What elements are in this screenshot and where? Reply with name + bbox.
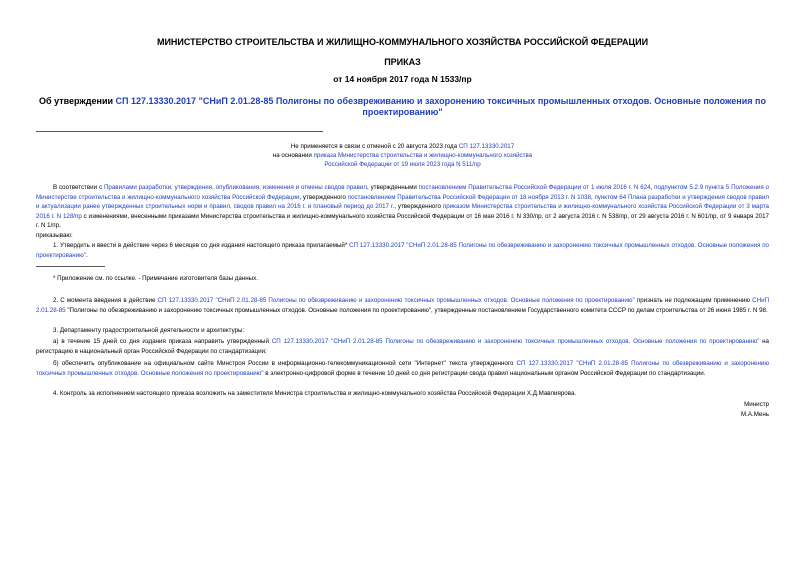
snip-link[interactable]: СНиП 2.01.28-85 xyxy=(36,297,770,314)
notice-line-1-text: Не применяется в связи с отменой с 20 августа 2023 года xyxy=(290,143,459,150)
notice-line-3 xyxy=(220,160,585,169)
regulation-link[interactable]: подпунктом 5.2.9 пункта 5 Положения о Министерстве строительства и жилищно-коммунального хозяйства Российской Федерации xyxy=(36,184,769,201)
sp-link-item-1[interactable]: СП 127.13330.2017 "СНиП 2.01.28-85 Полигоны по обезвреживанию и захоронению токсичных промышленных отходов. Основные положения по проектированию" xyxy=(36,242,769,259)
header-divider xyxy=(36,131,323,132)
text-span: б) обеспечить опубликование на официальном сайте Минстроя России в информационно-телекоммуникационной сети "Интернет" текста утвержденного xyxy=(53,360,517,367)
sp-link-item-3b[interactable]: СП 127.13330.2017 "СНиП 2.01.28-85 Полигоны по обезвреживанию и захоронению токсичных промышленных отходов. Основные положения по проектированию" xyxy=(36,360,769,377)
text-span: признать не подлежащим применению xyxy=(634,297,753,304)
paragraph-item-3b xyxy=(36,359,769,378)
rules-link[interactable]: Правилами разработки, утверждения, опубликования, изменения и отмены сводов правил xyxy=(103,184,367,191)
signature-name: М.А.Мень xyxy=(740,411,769,418)
text-span: 2. С момента введения в действие xyxy=(53,297,158,304)
text-span: , утвержденного xyxy=(299,193,348,201)
text-span: , утвержденными xyxy=(366,184,419,191)
doc-type-heading: ПРИКАЗ xyxy=(384,57,421,67)
text-span: , xyxy=(650,184,655,191)
text-span: , xyxy=(590,193,595,201)
sp-link-item-3a[interactable]: СП 127.13330.2017 "СНиП 2.01.28-85 Полигоны по обезвреживанию и захоронению токсичных промышленных отходов. Основные положения по проектированию" xyxy=(271,338,760,345)
paragraph-item-2 xyxy=(36,296,769,315)
title-link[interactable]: СП 127.13330.2017 "СНиП 2.01.28-85 Полигоны по обезвреживанию и захоронению токсичных промышленных отходов. Основные положения по проектированию" xyxy=(115,96,766,117)
sp-link-item-2[interactable]: СП 127.13330.2017 "СНиП 2.01.28-85 Полигоны по обезвреживанию и захоронению токсичных промышленных отходов. Основные положения по проектированию" xyxy=(157,297,635,304)
date-number-heading: от 14 ноября 2017 года N 1533/пр xyxy=(333,74,472,84)
paragraph-item-1 xyxy=(36,241,769,260)
paragraph-preamble xyxy=(36,183,769,231)
notice-line-2-text: на основании xyxy=(272,152,314,159)
text-span: а) в течение 15 дней со дня издания приказа направить утвержденный xyxy=(53,338,272,345)
plan-link[interactable]: пунктом 64 Плана разработки и утверждения сводов правил и актуализации ранее утвержденных строительных норм и правил, сводов правил на 2016 г. и плановый период до 2017 г. xyxy=(36,193,769,211)
notice-line-1 xyxy=(220,142,585,151)
text-span: на регистрацию в национальный орган Российской Федерации по стандартизации; xyxy=(36,338,769,355)
text-span: . xyxy=(86,251,88,259)
text-span: "Полигоны по обезвреживанию и захоронению токсичных промышленных отходов. Основные положения по проектированию", утвержденные постановлением Государственного комитета СССР по делам строительства от 26 июня 1985 г. N 98. xyxy=(65,306,768,314)
order-128-link[interactable]: приказом Министерства строительства и жилищно-коммунального хозяйства Российской Федерации от 3 марта 2016 г. N 128/пр xyxy=(36,203,770,220)
footnote-divider xyxy=(36,266,105,267)
notice-sp-link[interactable]: СП 127.13330.2017 xyxy=(458,143,515,150)
document-title xyxy=(36,96,769,118)
text-span: с изменениями, внесенными приказами Министерства строительства и жилищно-коммунального хозяйства Российской Федерации от 16 мая 2016 г. N 330/пр, от 2 августа 2016 г. N 538/пр, от 29 августа 2016 г. N 601/пр, от 9 января 2017 г. N 1/пр, xyxy=(36,212,769,230)
text-span: , утвержденного xyxy=(394,203,443,211)
decree-1038-link[interactable]: постановлением Правительства Российской Федерации от 18 ноября 2013 г. N 1038 xyxy=(347,193,591,201)
notice-line-2 xyxy=(220,151,585,160)
decree-624-link[interactable]: постановлением Правительства Российской Федерации от 1 июля 2016 г. N 624 xyxy=(418,184,651,191)
text-span: 1. Утвердить и ввести в действие через 6 месяцев со дня издания настоящего приказа прилагаемый* xyxy=(53,242,350,249)
paragraph-item-3a xyxy=(36,337,769,356)
paragraph-item-4: 4. Контроль за исполнением настоящего приказа возложить на заместителя Министра строительства и жилищно-коммунального хозяйства Российской Федерации Х.Д.Мавлиярова. xyxy=(53,390,577,397)
signature-position: Министр xyxy=(744,401,769,408)
paragraph-item-3: 3. Департаменту градостроительной деятельности и архитектуры: xyxy=(53,327,245,334)
orders-word: приказываю: xyxy=(36,232,73,239)
text-span: в электронно-цифровой форме в течение 10 дней со дня регистрации свода правил национальным органом Российской Федерации по стандартизации. xyxy=(263,369,706,377)
footnote: * Приложение см. по ссылке. - Примечание изготовителя базы данных. xyxy=(53,275,258,282)
text-span: В соответствии с xyxy=(53,184,104,191)
title-prefix: Об утверждении xyxy=(39,96,116,106)
notice-order-link[interactable]: приказа Министерства строительства и жилищно-коммунального хозяйства xyxy=(313,152,533,159)
notice-order-link-cont[interactable]: Российской Федерации от 19 июля 2023 года N 511/пр xyxy=(324,161,481,168)
ministry-heading: МИНИСТЕРСТВО СТРОИТЕЛЬСТВА И ЖИЛИЩНО-КОММУНАЛЬНОГО ХОЗЯЙСТВА РОССИЙСКОЙ ФЕДЕРАЦИИ xyxy=(156,37,649,47)
